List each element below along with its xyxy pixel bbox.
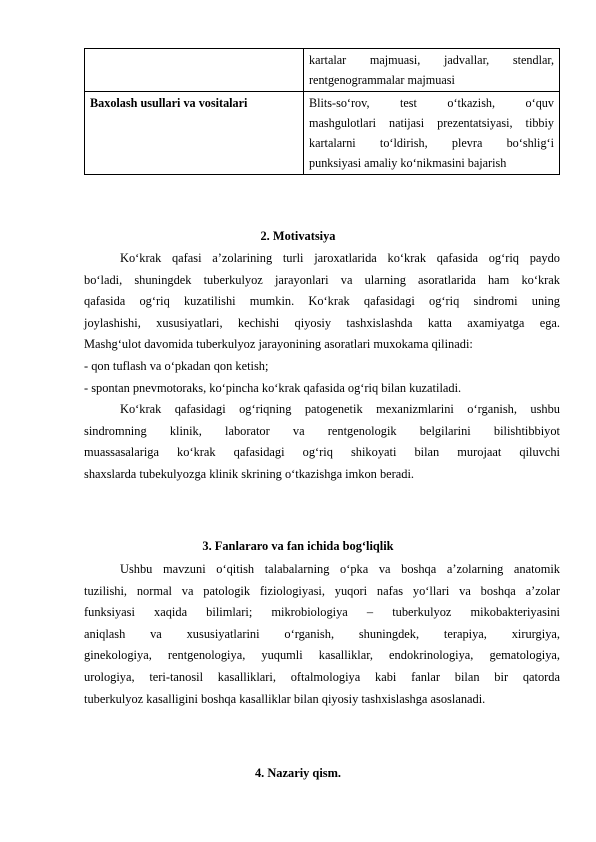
section-heading-theory: 4. Nazariy qism.	[254, 766, 342, 780]
text-line: Ko‘krak qafasi a’zolarining turli jaroxatlarida ko‘krak qafasida og‘riq paydo	[120, 251, 560, 265]
text-line: tuzilishi, normal va patologik fiziologiyasi, yuqori nafas yo‘llari va boshqa a’zolar	[84, 583, 560, 598]
text-line: sindromning klinik, laborator va rentgenologik belgilarini bilishtibbiyot	[84, 423, 560, 438]
text-line: qafasida og‘riq kuzatilishi mumkin. Ko‘krak qafasidagi og‘riq sindromi uning	[84, 294, 560, 309]
text-line: Mashg‘ulot davomida tuberkulyoz jarayonining asoratlari muxokama qilinadi:	[84, 337, 473, 352]
table-cell-value	[304, 92, 560, 175]
text-line: ginekologiya, rentgenologiya, yuqumli kasalliklar, endokrinologiya, gematologiya,	[84, 648, 560, 663]
cell-line: mashgulotlari natijasi prezentatsiyasi, tibbiy	[309, 116, 554, 130]
text-line: Ushbu mavzuni o‘qitish talabalarning o‘pka va boshqa a’zolarning anatomik	[120, 562, 560, 576]
table-cell-label	[85, 49, 304, 92]
assessment-label: Baxolash usullari va vositalari	[90, 96, 248, 110]
text-line: - spontan pnevmotoraks, ko‘pincha ko‘krak qafasida og‘riq bilan kuzatiladi.	[84, 380, 462, 395]
cell-line: kartalarni to‘ldirish, plevra bo‘shlig‘i	[309, 136, 554, 150]
text-line: urologiya, teri-tanosil kasalliklari, oftalmologiya kabi fanlar bilan bir qatorda	[84, 669, 560, 684]
cell-line: punksiyasi amaliy ko‘nikmasini bajarish	[309, 156, 507, 170]
motivation-paragraph-1	[84, 248, 560, 399]
section-heading-motivation: 2. Motivatsiya	[260, 229, 336, 243]
text-line: aniqlash va xususiyatlarini o‘rganish, shuningdek, terapiya, xirurgiya,	[84, 626, 560, 641]
table-row	[85, 49, 560, 92]
section-heading-interdisciplinary: 3. Fanlararo va fan ichida bog‘liqlik	[202, 539, 394, 553]
cell-line: kartalar majmuasi, jadvallar, stendlar,	[309, 53, 554, 67]
info-table	[84, 48, 560, 175]
cell-line: Blits-so‘rov, test o‘tkazish, o‘quv	[309, 96, 554, 110]
table-cell-value	[304, 49, 560, 92]
text-line: tuberkulyoz kasalligini boshqa kasalliklar bilan qiyosiy tashxislashga asoslanadi.	[84, 691, 486, 706]
table-cell-label	[85, 92, 304, 175]
cell-line: rentgenogrammalar majmuasi	[309, 73, 455, 87]
text-line: funksiyasi xaqida bilimlari; mikrobiologiya – tuberkulyoz mikobakteriyasini	[84, 605, 560, 620]
text-line: - qon tuflash va o‘pkadan qon ketish;	[84, 358, 269, 373]
motivation-paragraph-2	[84, 399, 560, 485]
text-line: shaxslarda tubekulyozga klinik skrining o‘tkazishga imkon beradi.	[84, 466, 414, 481]
text-line: joylashishi, xususiyatlari, kechishi qiyosiy tashxislashda katta axamiyatga ega.	[84, 315, 560, 330]
interdisciplinary-paragraph	[84, 559, 560, 710]
text-line: bo‘ladi, shuningdek tuberkulyoz jarayonlari va ularning asoratlarida ham ko‘krak	[84, 272, 560, 287]
table-row	[85, 92, 560, 175]
text-line: muassasalariga ko‘krak qafasidagi og‘riq shikoyati bilan murojaat qiluvchi	[84, 445, 560, 460]
text-line: Ko‘krak qafasidagi og‘riqning patogenetik mexanizmlarini o‘rganish, ushbu	[120, 402, 560, 416]
